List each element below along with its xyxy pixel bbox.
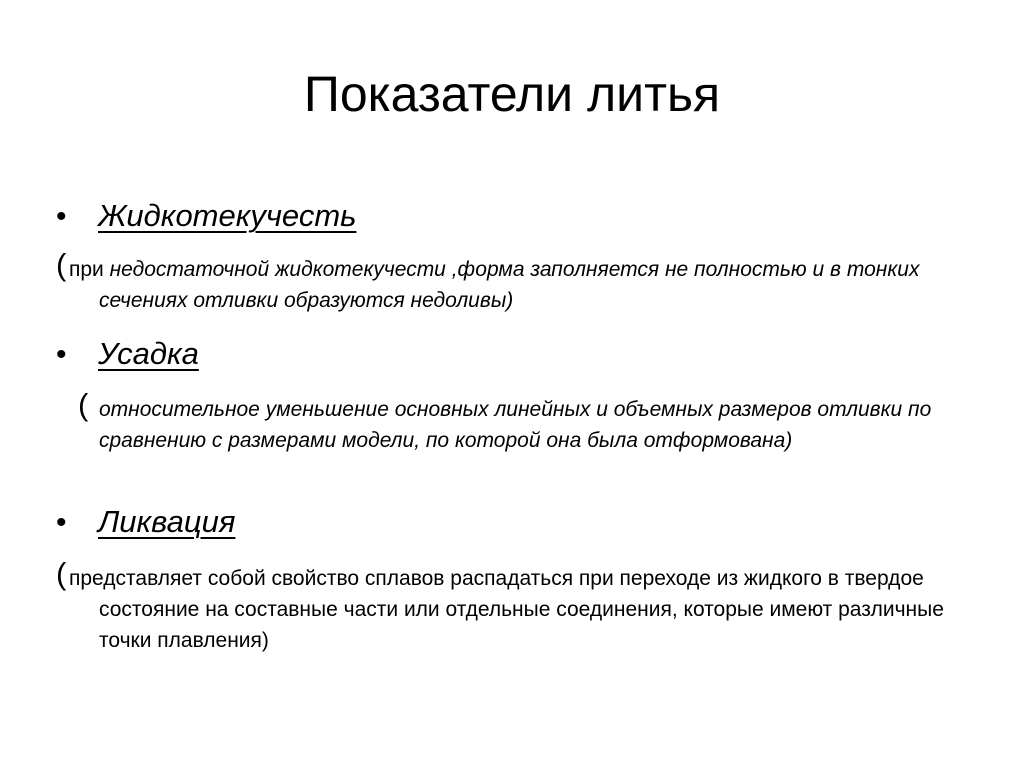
slide-title: Показатели литья bbox=[303, 66, 721, 122]
bullet-item-3 bbox=[56, 502, 235, 543]
note-text-2: относительное уменьшение основных линейных и объемных размеров отливки по сравнению с размерами модели, по которой она была отформована) bbox=[99, 398, 932, 452]
bullet-item-1 bbox=[56, 196, 356, 237]
note-open-paren-3: ( bbox=[56, 556, 67, 591]
bullet-item-2 bbox=[56, 334, 199, 375]
bullet-term-1: Жидкотекучесть bbox=[98, 198, 357, 233]
bullet-note-3 bbox=[56, 556, 956, 656]
bullet-icon: • bbox=[56, 200, 67, 233]
bullet-icon: • bbox=[56, 506, 67, 539]
bullet-term-3: Ликвация bbox=[98, 504, 236, 539]
bullet-note-1 bbox=[56, 247, 956, 316]
bullet-icon: • bbox=[56, 338, 67, 371]
note-open-paren-2: ( bbox=[78, 387, 89, 422]
bullet-note-2 bbox=[78, 387, 948, 456]
note-lead-1: при bbox=[69, 258, 110, 281]
note-text-3: представляет собой свойство сплавов распадаться при переходе из жидкого в твердое состояние на составные части или отдельные соединения, которые имеют различные точки плавления) bbox=[69, 567, 944, 652]
bullet-term-2: Усадка bbox=[98, 336, 199, 371]
note-open-paren-1: ( bbox=[56, 247, 67, 282]
note-text-1: недостаточной жидкотекучести ,форма заполняется не полностью и в тонких сечениях отливки образуются недоливы) bbox=[99, 258, 920, 312]
